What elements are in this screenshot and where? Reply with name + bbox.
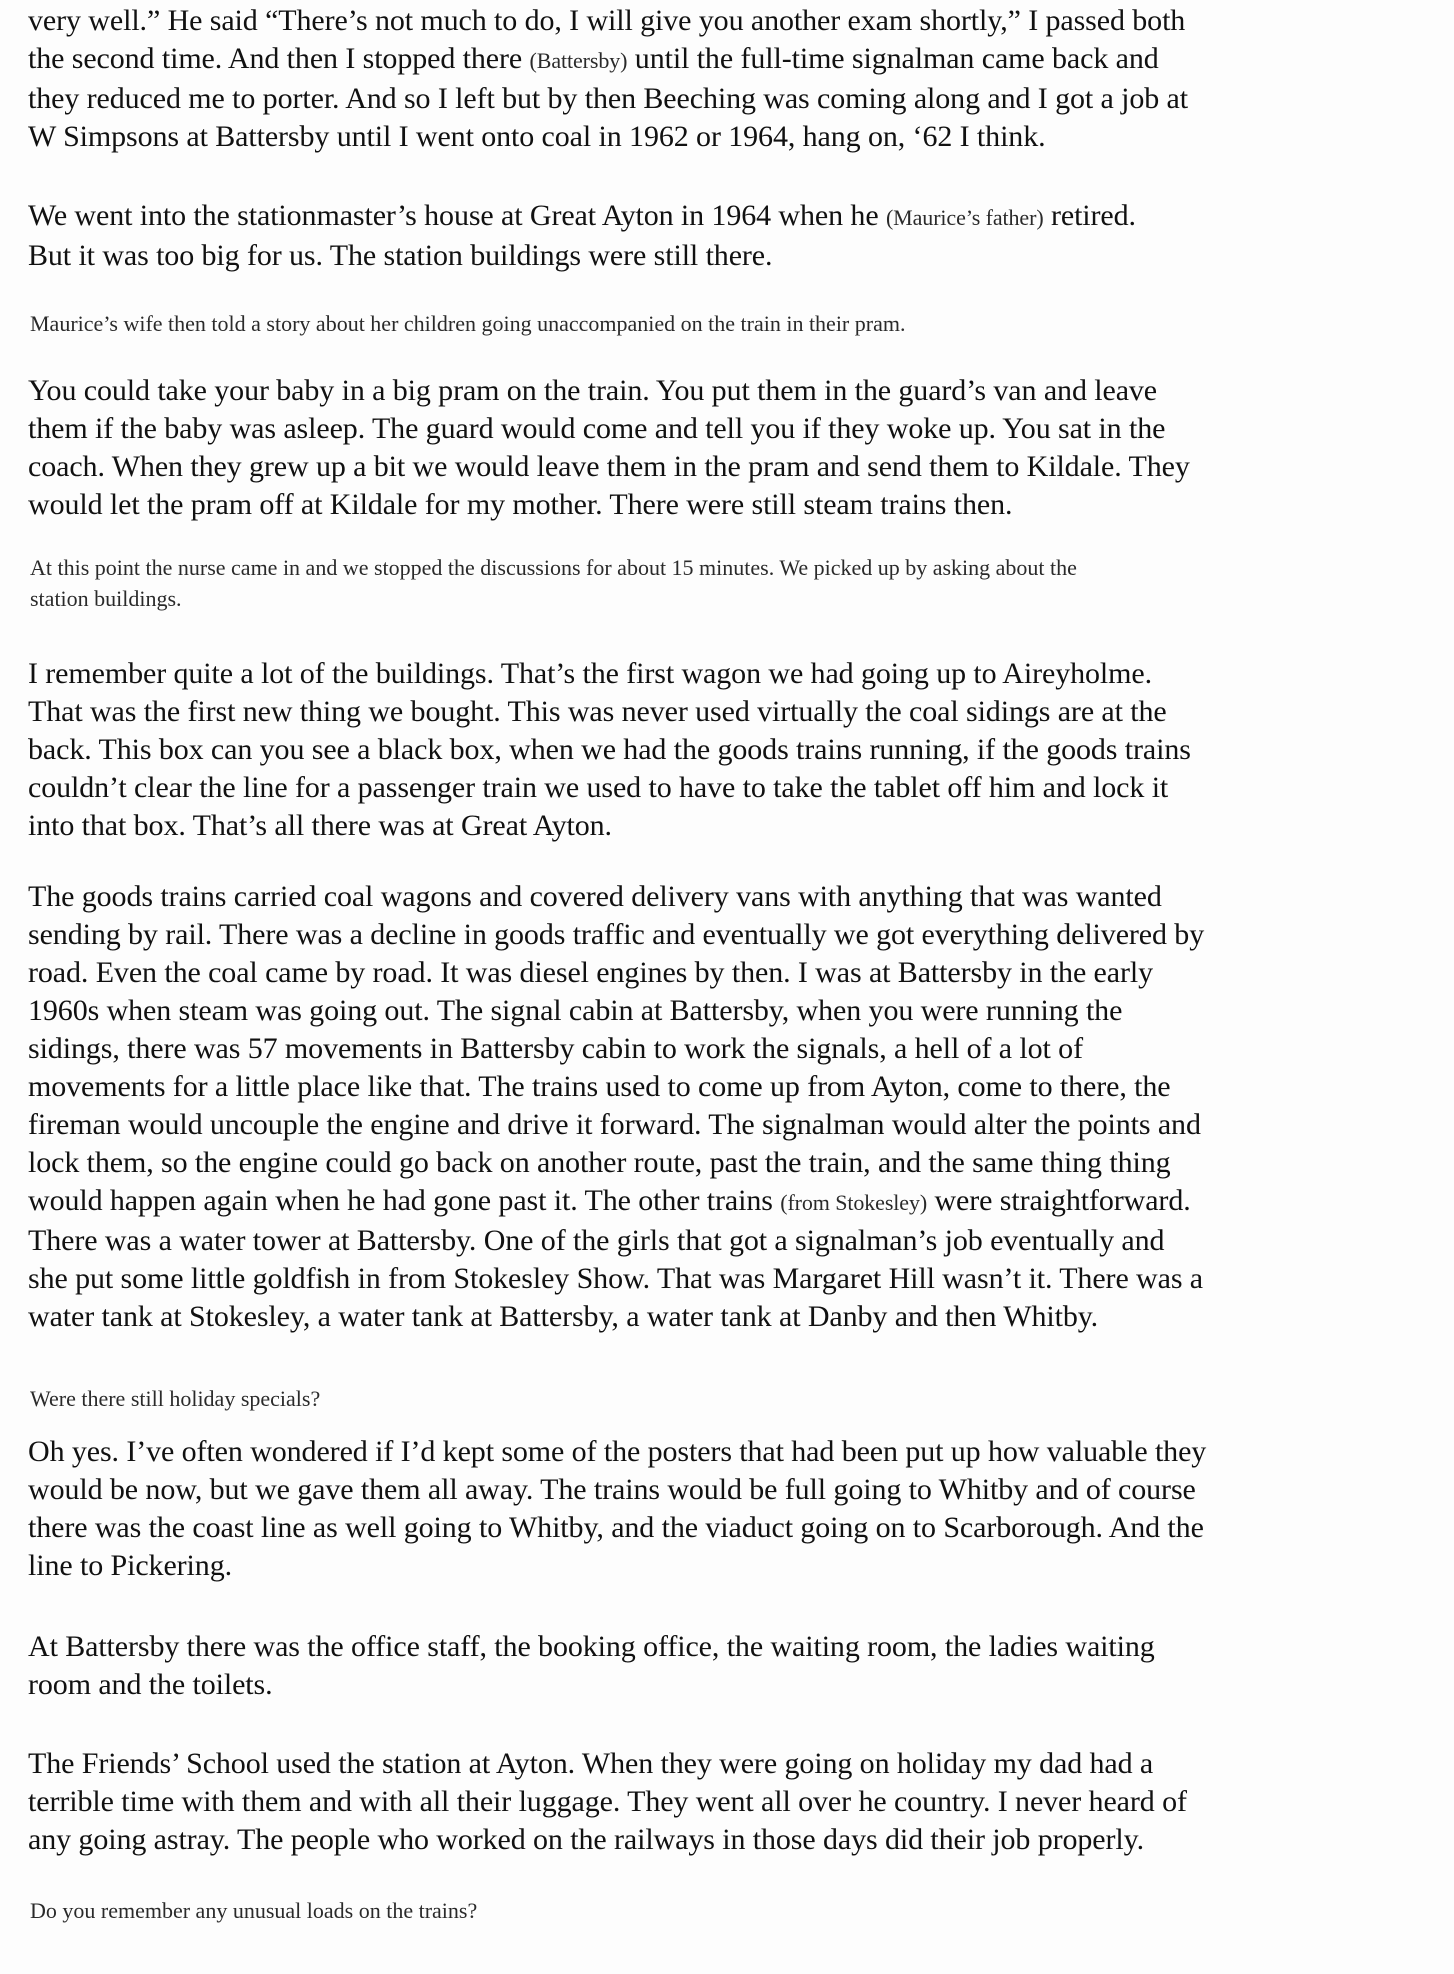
paragraph-goods-trains [28,878,1393,1336]
paragraph-text: were straightforward. There was a water tower at Battersby. One of the girls that got a signalman’s job eventually and she put some little goldfish in from Stokesley Show. That was Margaret Hill wasn’t it. There was a water tank at Stokesley, a water tank at Battersby, a water tank at Danby and then Whitby. [28,1184,1204,1333]
paragraph-line: But it was too big for us. The station buildings were still there. [28,239,773,272]
interviewer-question-holiday-specials: Were there still holiday specials? [30,1386,321,1411]
inline-note: (Maurice’s father) [885,205,1044,230]
paragraph-stationmaster-house [28,197,1393,275]
inline-note: (from Stokesley) [780,1190,928,1215]
interviewer-note-pram-story: Maurice’s wife then told a story about her children going unaccompanied on the train in their pram. [30,311,906,336]
paragraph-line: very well.” He said “There’s not much to do, I will give you another exam shortly,” I passed both [28,4,1186,37]
paragraph-text: The goods trains carried coal wagons and covered delivery vans with anything that was wanted sending by rail. There was a decline in goods traffic and eventually we got everything delivered by road. Even the coal came by road. It was diesel engines by then. I was at Battersby in the early 1960s when steam was going out. The signal cabin at Battersby, when you were running the sidings, there was 57 movements in Battersby cabin to work the signals, a hell of a lot of movements for a little place like that. The trains used to come up from Ayton, come to there, the fireman would uncouple the engine and drive it forward. The signalman would alter the points and lock them, so the engine could go back on another route, past the train, and the same thing thing would happen again when he had gone past it. The other trains [28,880,1205,1217]
paragraph-line: they reduced me to porter. And so I left but by then Beeching was coming along and I got a job at [28,82,1189,115]
paragraph-posters: Oh yes. I’ve often wondered if I’d kept some of the posters that had been put up how valuable they would be now, but we gave them all away. The trains would be full going to Whitby and of course there was the coast line as well going to Whitby, and the viaduct going on to Scarborough. And the line to Pickering. [28,1435,1207,1582]
paragraph-battersby-staff: At Battersby there was the office staff, the booking office, the waiting room, the ladies waiting room and the toilets. [28,1630,1155,1701]
interviewer-question-unusual-loads: Do you remember any unusual loads on the trains? [30,1898,478,1923]
paragraph-line: until the full-time signalman came back and [627,42,1159,75]
paragraph-line: retired. [1043,199,1136,232]
paragraph-line: the second time. And then I stopped there [28,42,530,75]
paragraph-line: W Simpsons at Battersby until I went onto coal in 1962 or 1964, hang on, ‘62 I think. [28,120,1046,153]
interviewer-note-nurse: At this point the nurse came in and we stopped the discussions for about 15 minutes. We picked up by asking about the station buildings. [30,555,1077,611]
paragraph-station-buildings: I remember quite a lot of the buildings. That’s the first wagon we had going up to Aireyholme. That was the first new thing we bought. This was never used virtually the coal sidings are at the back. This box can you see a black box, when we had the goods trains running, if the goods trains couldn’t clear the line for a passenger train we used to have to take the tablet off him and lock it into that box. That’s all there was at Great Ayton. [28,657,1191,842]
paragraph-line: We went into the stationmaster’s house at Great Ayton in 1964 when he [28,199,886,232]
paragraph-friends-school: The Friends’ School used the station at Ayton. When they were going on holiday my dad had a terrible time with them and with all their luggage. They went all over he country. I never heard of any going astray. The people who worked on the railways in those days did their job properly. [28,1747,1187,1856]
paragraph-passed-exam [28,2,1393,156]
paragraph-pram-on-train: You could take your baby in a big pram on the train. You put them in the guard’s van and leave them if the baby was asleep. The guard would come and tell you if they woke up. You sat in the coach. When they grew up a bit we would leave them in the pram and send them to Kildale. They would let the pram off at Kildale for my mother. There were still steam trains then. [28,374,1190,521]
inline-note: (Battersby) [529,48,628,73]
